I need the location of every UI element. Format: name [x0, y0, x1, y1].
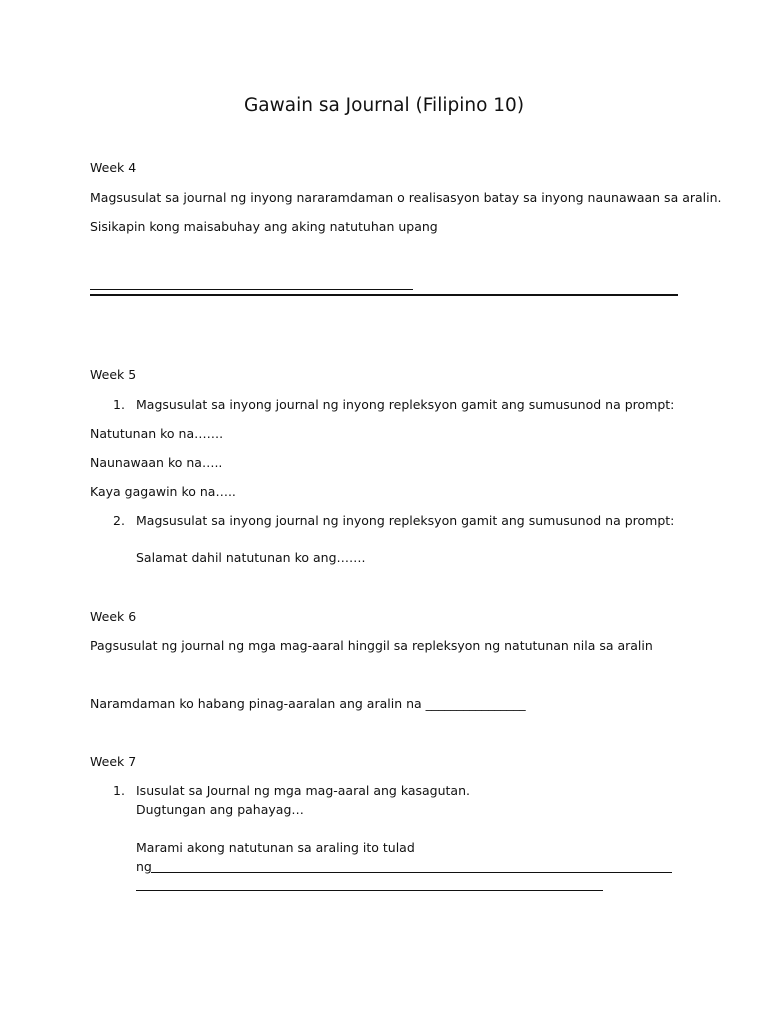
- week7-item1-subinstruction: Dugtungan ang pahayag…: [136, 802, 304, 817]
- document-title: Gawain sa Journal (Filipino 10): [243, 95, 525, 116]
- week5-item2-prompt: Salamat dahil natutunan ko ang…….: [136, 550, 366, 565]
- week7-sentence-continuation: ng: [136, 859, 152, 874]
- week5-prompt-naunawaan: Naunawaan ko na…..: [90, 455, 223, 470]
- week5-item2-number: 2.: [113, 513, 125, 528]
- week7-sentence-starter: Marami akong natutunan sa araling ito tulad: [136, 840, 415, 855]
- week5-heading: Week 5: [90, 367, 137, 382]
- week7-answer-line-2: [136, 890, 603, 891]
- week5-prompt-natutunan: Natutunan ko na…….: [90, 426, 224, 441]
- week7-item1-number: 1.: [113, 783, 125, 798]
- week6-instruction: Pagsusulat ng journal ng mga mag-aaral hinggil sa repleksyon ng natutunan nila sa aralin: [90, 638, 653, 653]
- week7-answer-line-1: [151, 872, 672, 873]
- week5-item2-text: Magsusulat sa inyong journal ng inyong repleksyon gamit ang sumusunod na prompt:: [136, 513, 675, 528]
- week5-item1-text: Magsusulat sa inyong journal ng inyong repleksyon gamit ang sumusunod na prompt:: [136, 397, 675, 412]
- week4-answer-line-full: [90, 294, 678, 296]
- week7-heading: Week 7: [90, 754, 137, 769]
- week4-answer-line-short: [90, 289, 413, 290]
- week4-sentence-starter: Sisikapin kong maisabuhay ang aking natutuhan upang: [90, 219, 438, 234]
- week4-instruction: Magsusulat sa journal ng inyong nararamdaman o realisasyon batay sa inyong naunawaan sa aralin.: [90, 190, 722, 205]
- week5-prompt-gagawin: Kaya gagawin ko na…..: [90, 484, 236, 499]
- week4-heading: Week 4: [90, 160, 137, 175]
- week6-sentence-starter: Naramdaman ko habang pinag-aaralan ang aralin na ________________: [90, 696, 526, 711]
- week6-heading: Week 6: [90, 609, 137, 624]
- week7-item1-instruction: Isusulat sa Journal ng mga mag-aaral ang kasagutan.: [136, 783, 470, 798]
- week5-item1-number: 1.: [113, 397, 125, 412]
